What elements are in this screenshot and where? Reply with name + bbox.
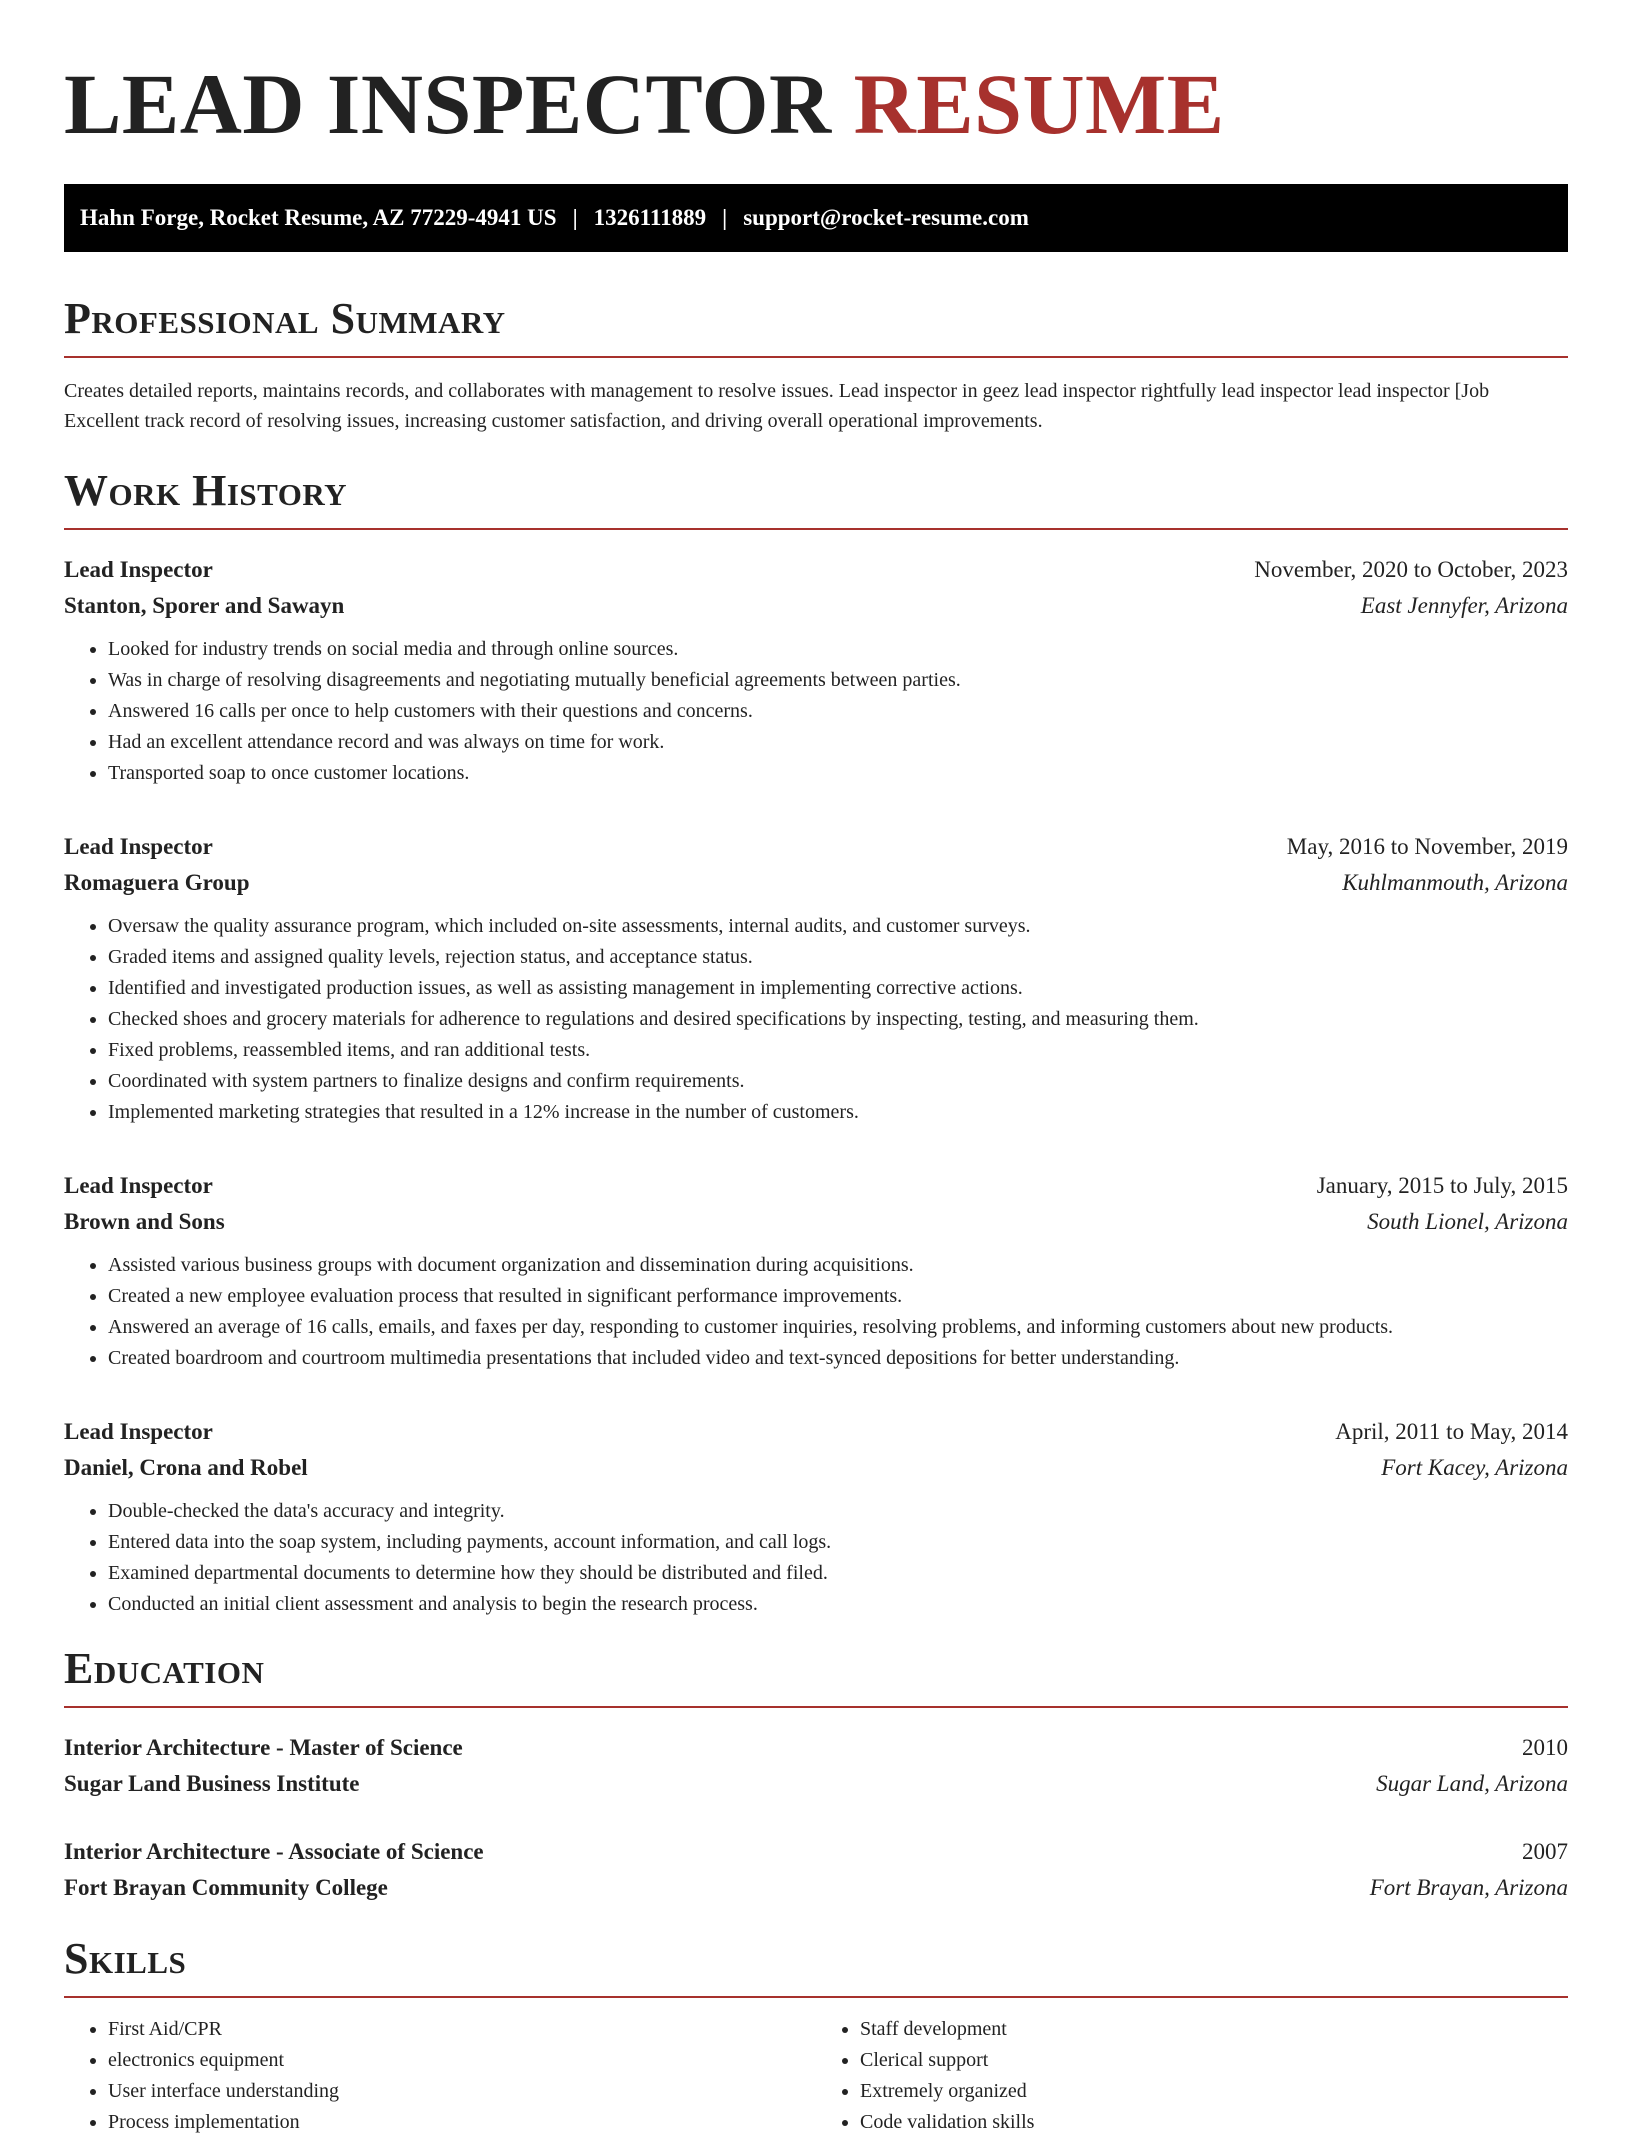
skill-item: • Staff development (860, 2014, 1568, 2045)
education-degree: Interior Architecture - Associate of Science (64, 1839, 484, 1864)
contact-address: Hahn Forge, Rocket Resume, AZ 77229-4941 US (80, 205, 557, 230)
job-dates: November, 2020 to October, 2023 (1254, 557, 1568, 582)
job-bullet: • Looked for industry trends on social media and through online sources. (108, 634, 1568, 665)
job-title: Lead Inspector (64, 1419, 213, 1444)
job-bullet: • Had an excellent attendance record and was always on time for work. (108, 727, 1568, 758)
education-degree: Interior Architecture - Master of Science (64, 1735, 463, 1760)
education-year: 2007 (1522, 1839, 1568, 1864)
job-dates: January, 2015 to July, 2015 (1316, 1173, 1568, 1198)
job-company: Stanton, Sporer and Sawayn (64, 593, 345, 618)
contact-separator: | (572, 205, 578, 230)
job-company: Brown and Sons (64, 1209, 225, 1234)
skill-item: • Clerical support (860, 2045, 1568, 2076)
job-location: Kuhlmanmouth, Arizona (1342, 870, 1568, 895)
job-bullet: • Double-checked the data's accuracy and integrity. (108, 1496, 1568, 1527)
job-bullets (64, 1496, 1568, 1620)
skill-item: • First Aid/CPR (108, 2014, 816, 2045)
job-location: East Jennyfer, Arizona (1360, 593, 1568, 618)
job-bullets (64, 911, 1568, 1128)
job-bullet: • Identified and investigated production issues, as well as assisting management in implementing corrective actions. (108, 973, 1568, 1004)
title-main: LEAD INSPECTOR (64, 56, 832, 152)
job-title: Lead Inspector (64, 834, 213, 859)
job-bullet: • Transported soap to once customer locations. (108, 758, 1568, 789)
contact-separator: | (722, 205, 728, 230)
education-entry (64, 1730, 1568, 1802)
job-bullet: • Oversaw the quality assurance program, which included on-site assessments, internal audits, and customer surveys. (108, 911, 1568, 942)
job-company: Romaguera Group (64, 870, 250, 895)
contact-phone: 1326111889 (593, 205, 707, 230)
skill-item: • Extremely organized (860, 2076, 1568, 2107)
job-bullet: • Answered 16 calls per once to help customers with their questions and concerns. (108, 696, 1568, 727)
skills-column-right (816, 2014, 1568, 2138)
job-bullet: • Answered an average of 16 calls, emails, and faxes per day, responding to customer inquiries, resolving problems, and informing customers about new products. (108, 1312, 1568, 1343)
skills-grid (64, 2014, 1568, 2138)
job-bullet: • Was in charge of resolving disagreements and negotiating mutually beneficial agreements between parties. (108, 665, 1568, 696)
skills-section (64, 1934, 1568, 2138)
job-bullet: • Fixed problems, reassembled items, and ran additional tests. (108, 1035, 1568, 1066)
job-bullet: • Created boardroom and courtroom multimedia presentations that included video and text-synced depositions for better understanding. (108, 1343, 1568, 1374)
job-dates: May, 2016 to November, 2019 (1286, 834, 1568, 859)
job-bullet: • Graded items and assigned quality levels, rejection status, and acceptance status. (108, 942, 1568, 973)
education-location: Sugar Land, Arizona (1376, 1771, 1568, 1796)
job-entry (64, 552, 1568, 789)
job-bullet: • Created a new employee evaluation process that resulted in significant performance improvements. (108, 1281, 1568, 1312)
education-section (64, 1644, 1568, 1906)
education-school: Sugar Land Business Institute (64, 1771, 360, 1796)
job-entry (64, 1414, 1568, 1620)
job-bullet: • Examined departmental documents to determine how they should be distributed and filed. (108, 1558, 1568, 1589)
work-history-section (64, 466, 1568, 1620)
job-bullets (64, 634, 1568, 789)
summary-text: Creates detailed reports, maintains records, and collaborates with management to resolve issues. Lead inspector in geez lead inspector rightfully lead inspector lead inspector [Job Excellent track record of resolving issues, increasing customer satisfaction, and driving overall operational improvements. (64, 380, 1490, 432)
summary-section (64, 294, 1568, 436)
job-bullet: • Checked shoes and grocery materials for adherence to regulations and desired specifications by inspecting, testing, and measuring them. (108, 1004, 1568, 1035)
job-title: Lead Inspector (64, 557, 213, 582)
title-accent: RESUME (853, 56, 1225, 152)
contact-email: support@rocket-resume.com (743, 205, 1029, 230)
section-heading: Education (64, 1644, 1568, 1708)
job-dates: April, 2011 to May, 2014 (1335, 1419, 1568, 1444)
resume-title (64, 0, 1568, 154)
job-bullet: • Assisted various business groups with document organization and dissemination during acquisitions. (108, 1250, 1568, 1281)
contact-bar (64, 184, 1568, 252)
job-company: Daniel, Crona and Robel (64, 1455, 308, 1480)
job-bullet: • Coordinated with system partners to finalize designs and confirm requirements. (108, 1066, 1568, 1097)
section-heading: Skills (64, 1934, 1568, 1998)
section-heading: Professional Summary (64, 294, 1568, 358)
job-location: South Lionel, Arizona (1367, 1209, 1568, 1234)
education-location: Fort Brayan, Arizona (1369, 1875, 1568, 1900)
skill-item: • Code validation skills (860, 2107, 1568, 2138)
job-entry (64, 1168, 1568, 1374)
skills-column-left (64, 2014, 816, 2138)
job-bullets (64, 1250, 1568, 1374)
skill-item: • Process implementation (108, 2107, 816, 2138)
job-bullet: • Entered data into the soap system, including payments, account information, and call logs. (108, 1527, 1568, 1558)
skill-item: • User interface understanding (108, 2076, 816, 2107)
skill-item: • electronics equipment (108, 2045, 816, 2076)
section-heading: Work History (64, 466, 1568, 530)
education-school: Fort Brayan Community College (64, 1875, 388, 1900)
education-year: 2010 (1522, 1735, 1568, 1760)
job-bullet: • Conducted an initial client assessment and analysis to begin the research process. (108, 1589, 1568, 1620)
education-entry (64, 1834, 1568, 1906)
job-title: Lead Inspector (64, 1173, 213, 1198)
job-entry (64, 829, 1568, 1128)
job-bullet: • Implemented marketing strategies that resulted in a 12% increase in the number of customers. (108, 1097, 1568, 1128)
job-location: Fort Kacey, Arizona (1381, 1455, 1568, 1480)
